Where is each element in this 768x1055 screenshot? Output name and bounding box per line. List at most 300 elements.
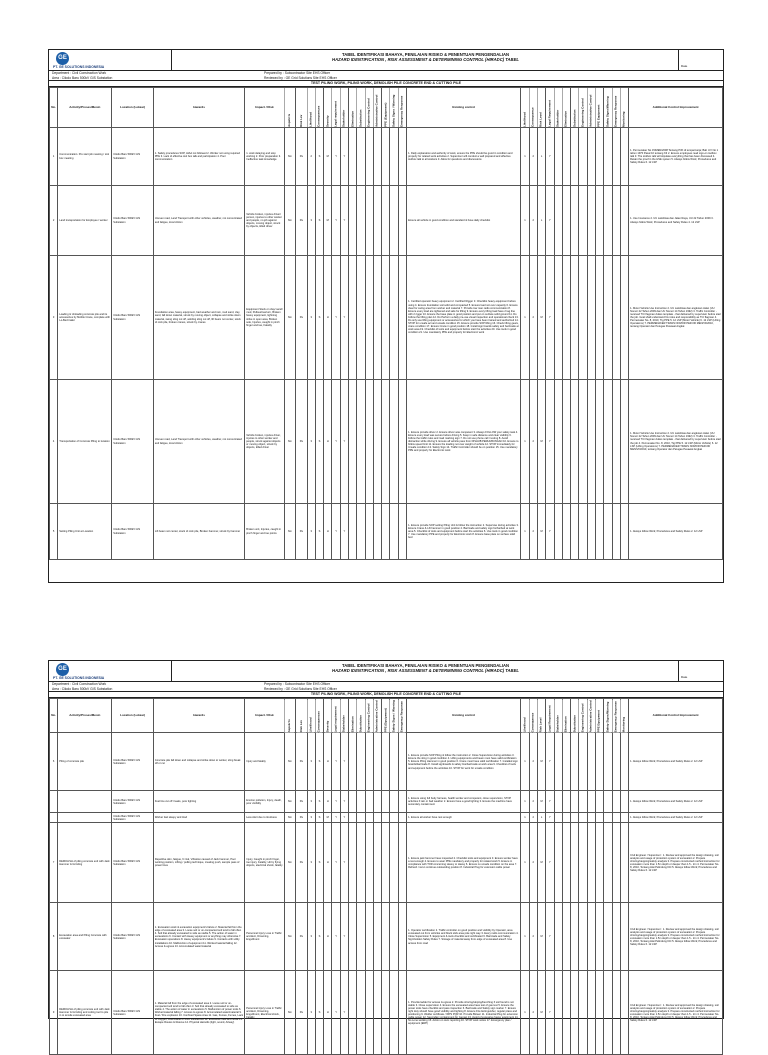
residual-flag bbox=[587, 971, 595, 1055]
residual-flag bbox=[595, 256, 603, 380]
hazards-cell: Fuel line cut off / leaks, poor lighting bbox=[153, 791, 244, 813]
assessment-flag bbox=[365, 504, 373, 560]
residual-flag bbox=[554, 791, 562, 813]
assessment-flag bbox=[382, 971, 390, 1055]
assessment-flag bbox=[357, 186, 365, 256]
ge-logo-icon: GE bbox=[56, 663, 69, 676]
col-header-small-left: Substitution bbox=[357, 699, 365, 733]
existing-control-cell: 1. Ensure provide SOP Piling & follow the instruction 2. Close Supervision during activities 3. Ensure the sling in good condition 4. Lifting equipments and beam must have valid certification 5. Ensure Piling Hammer in good position 6. Crane must have valid certification 7. Installed sign boards/barricade 8. Install signboards & safety line/barricade at work area 9. Checklist of tools and equipment before the activities 10. STOP for work for unsafe condition bbox=[407, 733, 521, 791]
assessment-flag bbox=[357, 380, 365, 504]
assessment-flag: M bbox=[324, 813, 332, 823]
company-logo bbox=[49, 661, 172, 681]
assessment-flag bbox=[398, 971, 406, 1055]
residual-flag: 2 bbox=[529, 823, 537, 903]
residual-flag: 2 bbox=[529, 791, 537, 813]
assessment-flag: Nm bbox=[284, 733, 295, 791]
assessment-flag: 3 bbox=[307, 380, 315, 504]
residual-flag bbox=[620, 733, 628, 791]
impact-cell: Personnel Injury Loss in Traffic accident, Drowning, Engulfment, Electrical shock, Fatality bbox=[245, 971, 284, 1055]
residual-flag bbox=[587, 128, 595, 186]
existing-control-cell: 1. Operator certification 2. Traffic controller on good position and visibility by Operator, area excavated out from vehicles and block stick area pole right way 3. Every radio communication 4. Close Supervision 5. Equipment & tools checklist and certificated 6. Barricade and Safety Sign/Golden Safety Rules 7. Storage of material away from edge of excavated area 8. Use access from road bbox=[407, 903, 521, 971]
activity-cell: Excavation area and Piling Concrete with excavator bbox=[58, 903, 112, 971]
col-header-small-left: Engineering Control bbox=[365, 88, 373, 128]
hazards-cell: 1. Excavation work & excavation equipment's failure 2. Material fall from the edge of excavated area 3. Loose soil or un-compacted soil tend to fall often 4. Soil that already excavated to side as stable 5. The action of water in excavations 6. Contact with Heavy equipment or anything may otherwise 7. Excavation operations 8. Heavy equipment's failure 9. Contacts with utility installations 10. Malfunction of equipment 11. Worker/material falling 12. Access & egress 13. Accumulated water/material bbox=[153, 903, 244, 971]
additional-control-cell: 1. Always follow Work; Procedures and Safety Rules 2. 12 LSP bbox=[629, 813, 723, 823]
residual-flag: 1 bbox=[521, 128, 529, 186]
date-label: Date bbox=[681, 64, 688, 68]
assessment-flag: 3 bbox=[307, 791, 315, 813]
residual-flag bbox=[554, 186, 562, 256]
residual-flag bbox=[579, 971, 587, 1055]
col-header-small-left: Likelihood bbox=[307, 88, 315, 128]
assessment-flag bbox=[390, 128, 398, 186]
residual-flag bbox=[562, 186, 570, 256]
assessment-flag: M bbox=[324, 128, 332, 186]
residual-flag bbox=[554, 504, 562, 560]
col-header-small-left: PPE (Equipment) bbox=[382, 88, 390, 128]
date-box bbox=[678, 50, 723, 70]
residual-flag bbox=[620, 971, 628, 1055]
residual-flag bbox=[595, 813, 603, 823]
date-box bbox=[678, 661, 723, 681]
col-header-small-right: Engineering Control bbox=[579, 699, 587, 733]
assessment-flag: H bbox=[324, 903, 332, 971]
assessment-flag bbox=[382, 256, 390, 380]
col-header-small-right: Consequence bbox=[529, 88, 537, 128]
table-row bbox=[50, 823, 723, 903]
assessment-flag: H bbox=[324, 971, 332, 1055]
assessment-flag bbox=[398, 504, 406, 560]
activity-cell: Transportation of Concrete Piling to location bbox=[58, 380, 112, 504]
assessment-flag: Pa bbox=[296, 971, 307, 1055]
col-header-small-right: Engineering Control bbox=[579, 88, 587, 128]
col-header-small-right: Administrative Control bbox=[587, 699, 595, 733]
col-header-small-right: Elimination bbox=[562, 699, 570, 733]
assessment-flag bbox=[373, 971, 381, 1055]
assessment-flag bbox=[349, 791, 357, 813]
residual-flag: 1 bbox=[521, 791, 529, 813]
residual-flag bbox=[554, 733, 562, 791]
assessment-flag: H bbox=[324, 791, 332, 813]
residual-flag: M bbox=[537, 380, 545, 504]
department: Department : Civil Construction Work bbox=[52, 682, 107, 686]
assessment-flag: Y bbox=[332, 823, 340, 903]
assessment-flag bbox=[390, 380, 398, 504]
residual-flag: Y bbox=[546, 791, 554, 813]
assessment-flag bbox=[382, 186, 390, 256]
residual-flag: 2 bbox=[529, 971, 537, 1055]
assessment-flag bbox=[357, 733, 365, 791]
assessment-flag bbox=[390, 971, 398, 1055]
residual-flag bbox=[604, 971, 612, 1055]
assessment-flag bbox=[382, 128, 390, 186]
col-header-small-right: Likelihood bbox=[521, 88, 529, 128]
residual-flag bbox=[604, 256, 612, 380]
assessment-flag bbox=[373, 256, 381, 380]
assessment-flag bbox=[357, 971, 365, 1055]
col-header-small-left: Aspek/ Is bbox=[284, 88, 295, 128]
additional-control-cell: 1. Use Insurance 2. UU Lalulintas dan Jalan Raya, UU 22 Tahun 2009 3. Always follow Work; Procedures and Safety Rules 4. 12 LSP bbox=[629, 186, 723, 256]
residual-flag bbox=[612, 733, 620, 791]
location-cell: Cilodo Baru 500kV GIS Substation bbox=[112, 733, 154, 791]
col-header-small-right: Administrative Control bbox=[587, 88, 595, 128]
assessment-flag bbox=[349, 733, 357, 791]
assessment-flag bbox=[390, 791, 398, 813]
col-header-small-right: Consequence bbox=[529, 699, 537, 733]
assessment-flag: Y bbox=[340, 380, 348, 504]
col-header-activity: Activity/Proses/Mesin bbox=[58, 88, 112, 128]
residual-flag bbox=[604, 813, 612, 823]
col-header-additional-control: Additional Control Improvement bbox=[629, 699, 723, 733]
row-number: 9 bbox=[50, 971, 58, 1055]
residual-flag bbox=[587, 823, 595, 903]
title-line-1: TABEL IDENTIFIKASI BAHAYA, PENILAIAN RISIKO & PENENTUAN PENGENDALIAN bbox=[341, 663, 510, 668]
col-header-small-right: Substitution bbox=[571, 699, 579, 733]
document-page-2 bbox=[48, 660, 724, 1026]
assessment-flag bbox=[373, 504, 381, 560]
location-cell: Cilodo Baru 500kV GIS Substation bbox=[112, 504, 154, 560]
assessment-flag: 3 bbox=[307, 971, 315, 1055]
assessment-flag: Y bbox=[340, 903, 348, 971]
impact-cell: 1. work delaying and stop working 2. Poor preparation 3. Ineffective task knowledge bbox=[245, 128, 284, 186]
assessment-flag: H bbox=[324, 256, 332, 380]
assessment-flag bbox=[382, 791, 390, 813]
residual-flag bbox=[595, 971, 603, 1055]
table-row bbox=[50, 128, 723, 186]
col-header-location: Location (Lokasi) bbox=[112, 88, 154, 128]
col-header-small-right: PPE Equipment bbox=[595, 88, 603, 128]
title-line-2: HAZARD IDENTIFICATION , RISK ASSESSMENT & DETERMINING CONTROL (HIRADC) TABEL bbox=[332, 668, 519, 674]
col-header-impact: Impact / Risk bbox=[245, 88, 284, 128]
residual-flag: 2 bbox=[529, 504, 537, 560]
assessment-flag: Y bbox=[340, 813, 348, 823]
impact-cell: Equipment Stuck on clay/ sand/ mud, Pullout/overturn, Broken heavy equipment, lightning strike in open area, Broken sole, Injuries, caught in pinch finger and toe, Fatality bbox=[245, 256, 284, 380]
assessment-flag: Nm bbox=[284, 380, 295, 504]
residual-flag bbox=[571, 128, 579, 186]
company-name: PT. GE SOLUTIONS INDONESIA bbox=[53, 65, 105, 69]
residual-flag bbox=[562, 813, 570, 823]
existing-control-cell: 1. Daily explanation and authority of work, ensure the PPE should be good in condition and properly for related work activities 2. Supervisor will conduct a well prepared and effective toolbox talk to all workers 3. Allow for questions and discussions bbox=[407, 128, 521, 186]
assessment-flag: 3 bbox=[307, 504, 315, 560]
assessment-flag: Y bbox=[332, 504, 340, 560]
assessment-flag: M bbox=[324, 186, 332, 256]
assessment-flag bbox=[357, 903, 365, 971]
assessment-flag bbox=[365, 971, 373, 1055]
table-row bbox=[50, 186, 723, 256]
residual-flag bbox=[612, 823, 620, 903]
existing-control-cell: 1. Certified operator heavy equipment 2. Certified Rigger 3. Checklist heavy equipment before using 4. Ensure foundation soil solid and compacted 5. Ensure load not over capacity 6. Ensure clear for swing area from worker and material 7. Provide tow man radio communication 8. Ensure every load are tightened and safe for lifting 9. Ensure every lifting load have 2 tag line with 2 rigger 10. Ensure the base plate in good position and put on surface solid ground 11. Do Follow the lifting plan 12. Do Perform a daily pre-use visual inspection and operational check 13. Do only use lifting equipment or accessories for which you have been trained and authorized 14. STOP for unsafe act and unsafe condition 15. Ensure provide SOP lifting 16. Check lifting gears, crane condition 17. Ensure Crane in good position 18. Install sign boards safety and barricade at work area 19. Checklist of tools and equipment before start the activities 20. Use tools in good condition 21. Use mandatory PPE and properly for Electronic work bbox=[407, 256, 521, 380]
existing-control-cell: 1. Ensure provide driver 2. Ensure driver was competent 3. Always FOLLOW your safety task 4. Ensure every load was secure before driving 5. Keep in safe distance and clear visibility 6. Follow the traffic rules and road marking sign 7. Do not use phone call / texting 8. Avoid distraction while driving 9. Ensure all vehicle pass from DISHUB PERHUBUNGAN 10. Ensure to follow speed limit 11. Ensure the loading not over weight of vehicle 12. STOP immediately for Unsafe condition 13. Safety Sign 14. Traffic Controller should be on position 15. Use mandatory PPE and properly for Electronic work bbox=[407, 380, 521, 504]
table-row bbox=[50, 791, 723, 813]
col-header-small-right: Risk Level bbox=[537, 88, 545, 128]
residual-flag bbox=[620, 256, 628, 380]
residual-flag bbox=[612, 504, 620, 560]
table-row bbox=[50, 733, 723, 791]
residual-flag bbox=[579, 380, 587, 504]
residual-flag bbox=[571, 186, 579, 256]
assessment-flag bbox=[365, 256, 373, 380]
assessment-flag bbox=[382, 903, 390, 971]
assessment-flag bbox=[365, 733, 373, 791]
additional-control-cell: 1. Always follow Work; Procedures and Safety Rules 2. 12 LSP bbox=[629, 791, 723, 813]
residual-flag: 2 bbox=[529, 256, 537, 380]
activity-cell: Setting Piling Unit at Location bbox=[58, 504, 112, 560]
col-header-hazards: Hazards bbox=[153, 699, 244, 733]
table-row bbox=[50, 903, 723, 971]
reviewed-by: Reviewed by : GE Grid Solutions Site EHS Officer bbox=[264, 75, 337, 80]
residual-flag: 1 bbox=[521, 823, 529, 903]
assessment-flag: H bbox=[324, 504, 332, 560]
assessment-flag bbox=[365, 823, 373, 903]
assessment-flag bbox=[398, 823, 406, 903]
assessment-flag bbox=[382, 823, 390, 903]
location-cell: Cilodo Baru 500kV GIS Substation bbox=[112, 813, 154, 823]
row-number: 6 bbox=[50, 733, 58, 791]
residual-flag: M bbox=[537, 256, 545, 380]
existing-control-cell: 1. Ensure provide SOP setting Piling Unit & follow the instruction 2. Supervise during activities 3. Ensure Crane & Lift hammer in good position 4. Barricade and safety sign for/barbed at work area 5. Checklist of tools and equipment before start the activities 6. Use tools in good condition 7. Use mandatory PPE and properly for Electronic work 8. Ensure base plate on surface solid bed bbox=[407, 504, 521, 560]
residual-flag bbox=[562, 128, 570, 186]
residual-flag bbox=[571, 733, 579, 791]
assessment-flag: Pa bbox=[296, 256, 307, 380]
assessment-flag bbox=[357, 813, 365, 823]
residual-flag: Y bbox=[546, 128, 554, 186]
location-cell: Cilodo Baru 500kV GIS Substation bbox=[112, 903, 154, 971]
area: Area : Cilodo Baru 500kV GIS Substation bbox=[52, 75, 113, 80]
assessment-flag: H bbox=[324, 380, 332, 504]
col-header-activity: Activity/Proses/Mesin bbox=[58, 699, 112, 733]
assessment-flag: Y bbox=[340, 823, 348, 903]
residual-flag bbox=[587, 380, 595, 504]
location-cell: Cilodo Baru 500kV GIS Substation bbox=[112, 256, 154, 380]
assessment-flag bbox=[349, 186, 357, 256]
residual-flag bbox=[604, 791, 612, 813]
col-header-small-left: Administrative Control bbox=[373, 699, 381, 733]
residual-flag: M bbox=[537, 971, 545, 1055]
residual-flag: Y bbox=[546, 823, 554, 903]
col-header-small-left: Severity bbox=[324, 699, 332, 733]
assessment-flag bbox=[382, 380, 390, 504]
assessment-flag bbox=[373, 813, 381, 823]
assessment-flag bbox=[373, 791, 381, 813]
col-header-small-right: Monitoring bbox=[620, 88, 628, 128]
col-header-small-left: Legal requirement bbox=[332, 88, 340, 128]
row-number bbox=[50, 813, 58, 823]
assessment-flag bbox=[373, 128, 381, 186]
residual-flag: Y bbox=[546, 813, 554, 823]
assessment-flag: Pa bbox=[296, 380, 307, 504]
residual-flag: 2 bbox=[529, 903, 537, 971]
residual-flag: 2 bbox=[529, 186, 537, 256]
residual-flag: 1 bbox=[521, 186, 529, 256]
residual-flag bbox=[612, 256, 620, 380]
residual-flag bbox=[571, 971, 579, 1055]
residual-flag bbox=[604, 903, 612, 971]
additional-control-cell: 1. Motor Vehicle Use Instruction 2. UU Lalulintas dan angkutan Jalan (UU Nomor 22 Tahun 2009 dan UU Nomor 14 Tahun 1992) 3. Traffic Controller - received TC/ flagman duties template - that delivered by supervisor before start the job 4. Permenaker No. 8, 2010, Ttg PPE 5. 12 LSP (Motor Vehicle) 6. 12 LSP (Lifting Operations) 7. PERMENAKER TRANS NOMOR PER.09/ MEN/VII/2010, tentang Operator dan Petugas Pesawat Angkat bbox=[629, 380, 723, 504]
col-header-small-right: Safety Signs/Warning bbox=[604, 88, 612, 128]
residual-flag bbox=[595, 733, 603, 791]
assessment-flag: Y bbox=[340, 733, 348, 791]
table-row bbox=[50, 256, 723, 380]
assessment-flag: Pa bbox=[296, 823, 307, 903]
residual-flag bbox=[587, 504, 595, 560]
assessment-flag bbox=[390, 256, 398, 380]
assessment-flag bbox=[390, 813, 398, 823]
additional-control-cell: Civil Engineer / Supervisor : 1. Review and approved the design drawing, soil analysis and usage of protection system of excavation 2. Prepare shoring/stepping/safety analysis 3. Prepare constructed method instruction for excavation more than 1.5m depth or deeper than 1.5 - 2m 4. Permenaker No. 8, 2010, Tentang Alat Pelindung Diri 5. Always follow Work; Procedures and Safety Rules 6. 12 LSP bbox=[629, 903, 723, 971]
residual-flag bbox=[579, 733, 587, 791]
col-header-small-left: Stakeholder bbox=[340, 699, 348, 733]
assessment-flag: Y bbox=[332, 903, 340, 971]
existing-control-cell: Ensure all vehicle in good condition and standard & have daily checklist bbox=[407, 186, 521, 256]
assessment-flag bbox=[382, 813, 390, 823]
company-name: PT. GE SOLUTIONS INDONESIA bbox=[53, 676, 105, 680]
residual-flag bbox=[595, 380, 603, 504]
row-number: 4 bbox=[50, 380, 58, 504]
assessment-flag bbox=[390, 823, 398, 903]
residual-flag bbox=[595, 186, 603, 256]
residual-flag: 1 bbox=[521, 504, 529, 560]
col-header-small-right: Legal Requirement bbox=[546, 88, 554, 128]
col-header-location: Location (Lokasi) bbox=[112, 699, 154, 733]
title-line-1: TABEL IDENTIFIKASI BAHAYA, PENILAIAN RISIKO & PENENTUAN PENGENDALIAN bbox=[341, 52, 510, 57]
page-header bbox=[49, 661, 723, 682]
assessment-flag bbox=[398, 903, 406, 971]
hazards-cell: Repetitive skin, fatigue, hi risk, Vibration caused of Jack hammer, Poor working position, Lifting / pulling technique, creating push, sample pass of power lines bbox=[153, 823, 244, 903]
assessment-flag: Y bbox=[332, 256, 340, 380]
row-number: 8 bbox=[50, 903, 58, 971]
col-header-impact: Impact / Risk bbox=[245, 699, 284, 733]
assessment-flag bbox=[398, 733, 406, 791]
residual-flag: 1 bbox=[521, 903, 529, 971]
assessment-flag: S bbox=[315, 971, 323, 1055]
assessment-flag bbox=[357, 256, 365, 380]
residual-flag: Y bbox=[546, 256, 554, 380]
residual-flag bbox=[587, 186, 595, 256]
assessment-flag bbox=[373, 903, 381, 971]
col-header-small-right: Likelihood bbox=[521, 699, 529, 733]
residual-flag bbox=[612, 903, 620, 971]
assessment-flag bbox=[349, 380, 357, 504]
residual-flag bbox=[620, 791, 628, 813]
additional-control-cell: 1. Motor Vehicle Use Instruction 2. UU Lalulintas dan angkutan Jalan (UU Nomor 22 Tahun 2009 dan UU Nomor 14 Tahun 1992) 3. Traffic Controller - received TC/ flagman duties template - that delivered by supervisor before start the job. Goal shall understand his roles and responsibility as TC/ flagman 4. Permenaker No. 8, 2010, Ttg PPE 5. 12 LSP (Motor Vehicle) 6. 12 LSP (Lifting Operations) 7. PERMENAKER TRANS NOMOR PER.09/ MEN/VII/2010, tentang Operator dan Petugas Pesawat Angkat bbox=[629, 256, 723, 380]
assessment-flag: H bbox=[324, 733, 332, 791]
activity-cell: Land transportation for Employee / worker bbox=[58, 186, 112, 256]
residual-flag: L bbox=[537, 128, 545, 186]
impact-cell: Less Alert due to tiredness bbox=[245, 813, 284, 823]
assessment-flag: S bbox=[315, 791, 323, 813]
col-header-additional-control: Additional Control Improvement bbox=[629, 88, 723, 128]
assessment-flag: Pa bbox=[296, 186, 307, 256]
residual-flag bbox=[587, 813, 595, 823]
assessment-flag: 2 bbox=[307, 128, 315, 186]
assessment-flag bbox=[398, 791, 406, 813]
col-header-small-left: Legal requirement bbox=[332, 699, 340, 733]
activity-cell: DEMOLISH of piling concrete end with Jack Hammer & Grinding and cutting tool to pile in to tensile excavated area bbox=[58, 971, 112, 1055]
activity-cell: Communication. Pre start job meeting / tool box meeting bbox=[58, 128, 112, 186]
impact-cell: Vehicle broken, injuries driver, injuries to other worker and people, struck against objects or moving object, struck by objects, killed driver bbox=[245, 380, 284, 504]
assessment-flag bbox=[349, 128, 357, 186]
residual-flag bbox=[562, 504, 570, 560]
residual-flag bbox=[620, 823, 628, 903]
assessment-flag bbox=[373, 186, 381, 256]
assessment-flag bbox=[398, 186, 406, 256]
location-cell: Cilodo Baru 500kV GIS Substation bbox=[112, 971, 154, 1055]
col-header-no: No. bbox=[50, 699, 58, 733]
residual-flag bbox=[604, 504, 612, 560]
hazards-cell: Uneven road, Land Transport with other vehicles, weather, not concentrated and fatigue, local citizen bbox=[153, 186, 244, 256]
col-header-small-left: Stakeholder bbox=[340, 88, 348, 128]
residual-flag: L bbox=[537, 813, 545, 823]
residual-flag bbox=[571, 823, 579, 903]
assessment-flag: Nm bbox=[284, 823, 295, 903]
residual-flag: M bbox=[537, 733, 545, 791]
col-header-small-left: Emergency Response bbox=[398, 88, 406, 128]
assessment-flag: Y bbox=[340, 504, 348, 560]
assessment-flag: Y bbox=[332, 380, 340, 504]
assessment-flag: S bbox=[315, 128, 323, 186]
residual-flag bbox=[562, 903, 570, 971]
residual-flag bbox=[562, 791, 570, 813]
row-number: 7 bbox=[50, 823, 58, 903]
assessment-flag: Nm bbox=[284, 813, 295, 823]
residual-flag: Y bbox=[546, 971, 554, 1055]
residual-flag: Y bbox=[546, 903, 554, 971]
residual-flag bbox=[612, 186, 620, 256]
residual-flag: Y bbox=[546, 733, 554, 791]
col-header-small-right: Substitution bbox=[571, 88, 579, 128]
residual-flag bbox=[620, 813, 628, 823]
residual-flag bbox=[571, 504, 579, 560]
assessment-flag bbox=[365, 186, 373, 256]
assessment-flag bbox=[398, 256, 406, 380]
assessment-flag bbox=[373, 380, 381, 504]
residual-flag: M bbox=[537, 903, 545, 971]
residual-flag bbox=[571, 791, 579, 813]
assessment-flag bbox=[349, 504, 357, 560]
residual-flag bbox=[579, 823, 587, 903]
document-title bbox=[172, 663, 679, 674]
col-header-small-left: Risk Lev bbox=[296, 699, 307, 733]
impact-cell: Vehicle broken, injuries driver/ person, injuries to other worker and people, no job against objects, moving object, struck by objects, killed driver bbox=[245, 186, 284, 256]
impact-cell: Broken unit, Injuries, caught in pinch finger and toe points bbox=[245, 504, 284, 560]
location-cell: Cilodo Baru 500kV GIS Substation bbox=[112, 186, 154, 256]
assessment-flag bbox=[349, 903, 357, 971]
assessment-flag: Y bbox=[332, 791, 340, 813]
additional-control-cell: Civil Engineer / Supervisor : 1. Review and approved the design drawing, soil analysis and usage of protection system of excavation 2. Prepare shoring/stepping/safety analysis 3. Prepare constructed method instruction for excavation more than 1.5m depth or deeper than 1.5 - 2m 4. Permenaker No. 8, 2010, Tentang Alat Pelindung Diri 5. Always follow Work; Procedures and Safety Rules 6. 12 LSP bbox=[629, 823, 723, 903]
residual-flag bbox=[571, 380, 579, 504]
location-cell: Cilodo Baru 500kV GIS Substation bbox=[112, 128, 154, 186]
assessment-flag: Nm bbox=[284, 791, 295, 813]
residual-flag: 2 bbox=[529, 733, 537, 791]
col-header-small-left: Likelihood bbox=[307, 699, 315, 733]
hazards-cell: 1. Safety procedures SOP, HIAA not followed 2. Worker not using required PPE 3. Lack of effective tool box talk and participation 4. Poor communication bbox=[153, 128, 244, 186]
assessment-flag bbox=[365, 128, 373, 186]
hiradc-table-page-2 bbox=[49, 698, 723, 1055]
residual-flag bbox=[604, 733, 612, 791]
activity-cell: DEMOLISH of piling concrete end with Jack Hammer & Grinding bbox=[58, 823, 112, 903]
assessment-flag: S bbox=[315, 823, 323, 903]
assessment-flag: Nm bbox=[284, 971, 295, 1055]
residual-flag bbox=[612, 971, 620, 1055]
residual-flag bbox=[579, 128, 587, 186]
department: Department : Civil Construction Work bbox=[52, 71, 107, 75]
area: Area : Cilodo Baru 500kV GIS Substation bbox=[52, 686, 113, 691]
additional-control-cell: 1. Always follow Work; Procedures and Safety Rules 2. 12 LSP bbox=[629, 733, 723, 791]
assessment-flag: Y bbox=[332, 128, 340, 186]
col-header-small-right: Stakeholder bbox=[554, 699, 562, 733]
table-row bbox=[50, 971, 723, 1055]
residual-flag bbox=[579, 186, 587, 256]
assessment-flag bbox=[390, 733, 398, 791]
